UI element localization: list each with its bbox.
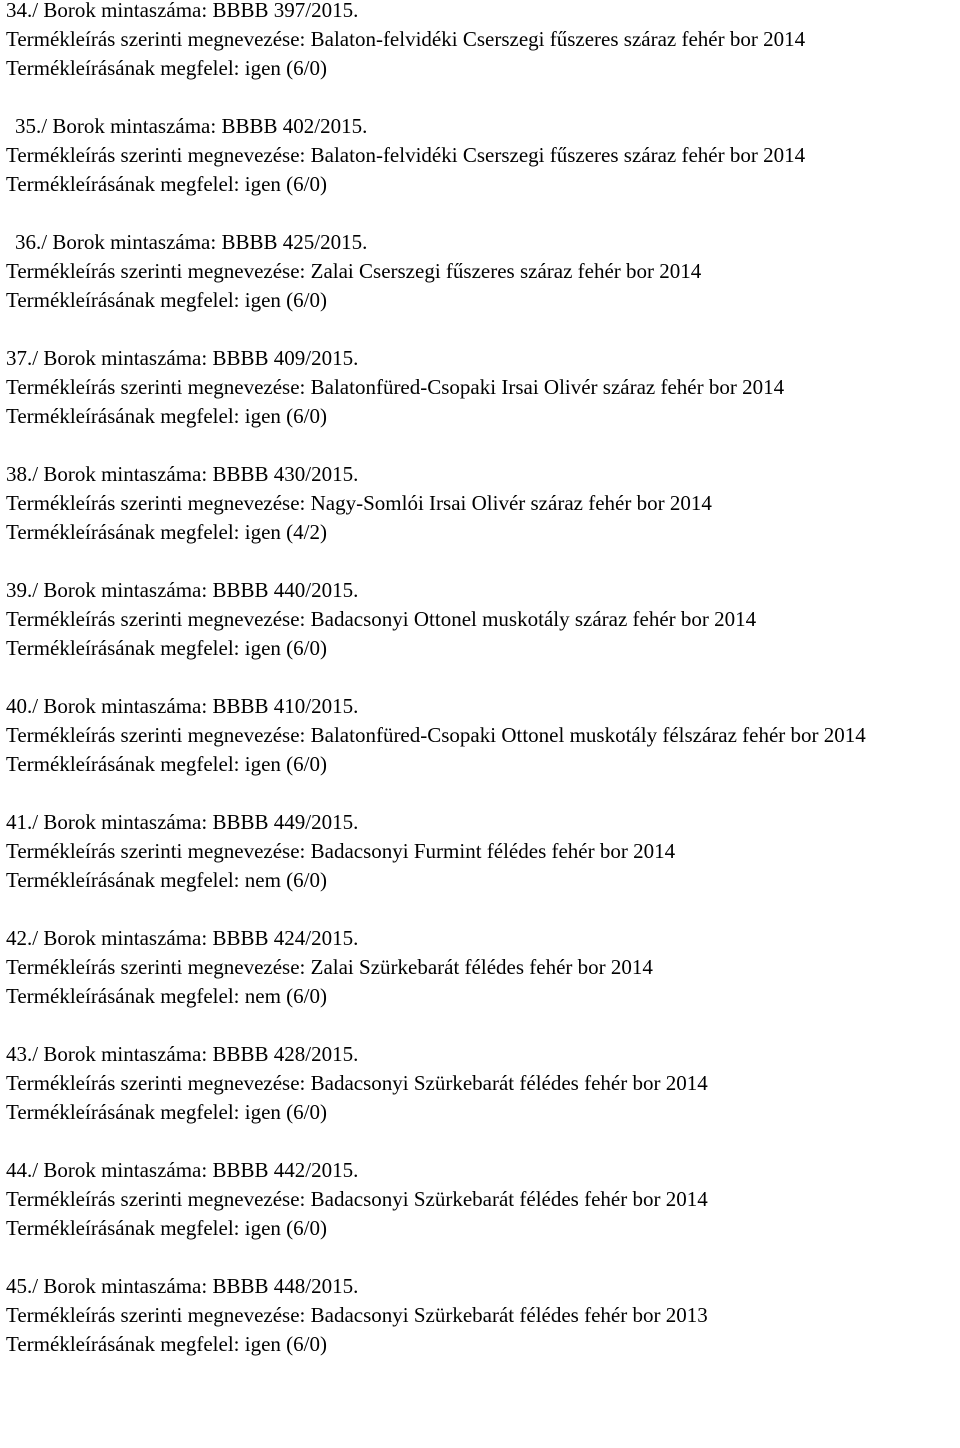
sample-number-heading: 39./ Borok mintaszáma: BBBB 440/2015. [6, 578, 359, 602]
sample-number-heading: 42./ Borok mintaszáma: BBBB 424/2015. [6, 926, 359, 950]
wine-entry-45 [6, 1272, 954, 1359]
wine-entry-36 [6, 228, 954, 315]
product-designation: Termékleírás szerinti megnevezése: Balatonfüred-Csopaki Ottonel muskotály félszáraz fehér bor 2014 [6, 723, 866, 747]
compliance-result: Termékleírásának megfelel: igen (4/2) [6, 520, 327, 544]
compliance-result: Termékleírásának megfelel: nem (6/0) [6, 984, 327, 1008]
compliance-result: Termékleírásának megfelel: igen (6/0) [6, 1216, 327, 1240]
compliance-result: Termékleírásának megfelel: igen (6/0) [6, 1100, 327, 1124]
wine-entry-40 [6, 692, 954, 779]
compliance-result: Termékleírásának megfelel: igen (6/0) [6, 172, 327, 196]
product-designation: Termékleírás szerinti megnevezése: Badacsonyi Furmint félédes fehér bor 2014 [6, 839, 676, 863]
product-designation: Termékleírás szerinti megnevezése: Badacsonyi Szürkebarát félédes fehér bor 2013 [6, 1303, 708, 1327]
wine-entry-34 [6, 0, 954, 83]
wine-entry-43 [6, 1040, 954, 1127]
wine-entry-42 [6, 924, 954, 1011]
wine-entry-39 [6, 576, 954, 663]
sample-number-heading: 43./ Borok mintaszáma: BBBB 428/2015. [6, 1042, 359, 1066]
sample-number-heading: 44./ Borok mintaszáma: BBBB 442/2015. [6, 1158, 359, 1182]
product-designation: Termékleírás szerinti megnevezése: Nagy-Somlói Irsai Olivér száraz fehér bor 2014 [6, 491, 712, 515]
compliance-result: Termékleírásának megfelel: igen (6/0) [6, 288, 327, 312]
compliance-result: Termékleírásának megfelel: igen (6/0) [6, 636, 327, 660]
wine-entry-37 [6, 344, 954, 431]
sample-number-heading: 45./ Borok mintaszáma: BBBB 448/2015. [6, 1274, 359, 1298]
compliance-result: Termékleírásának megfelel: igen (6/0) [6, 1332, 327, 1356]
compliance-result: Termékleírásának megfelel: igen (6/0) [6, 56, 327, 80]
sample-number-heading: 41./ Borok mintaszáma: BBBB 449/2015. [6, 810, 359, 834]
sample-number-heading: 35./ Borok mintaszáma: BBBB 402/2015. [15, 114, 368, 138]
product-designation: Termékleírás szerinti megnevezése: Balaton-felvidéki Cserszegi fűszeres száraz fehér bor 2014 [6, 27, 806, 51]
product-designation: Termékleírás szerinti megnevezése: Balatonfüred-Csopaki Irsai Olivér száraz fehér bor 2014 [6, 375, 785, 399]
wine-entry-35 [6, 112, 954, 199]
sample-number-heading: 37./ Borok mintaszáma: BBBB 409/2015. [6, 346, 359, 370]
product-designation: Termékleírás szerinti megnevezése: Zalai Cserszegi fűszeres száraz fehér bor 2014 [6, 259, 702, 283]
product-designation: Termékleírás szerinti megnevezése: Badacsonyi Szürkebarát félédes fehér bor 2014 [6, 1071, 708, 1095]
sample-number-heading: 40./ Borok mintaszáma: BBBB 410/2015. [6, 694, 359, 718]
sample-number-heading: 38./ Borok mintaszáma: BBBB 430/2015. [6, 462, 359, 486]
compliance-result: Termékleírásának megfelel: nem (6/0) [6, 868, 327, 892]
product-designation: Termékleírás szerinti megnevezése: Badacsonyi Szürkebarát félédes fehér bor 2014 [6, 1187, 708, 1211]
sample-number-heading: 36./ Borok mintaszáma: BBBB 425/2015. [15, 230, 368, 254]
wine-entry-38 [6, 460, 954, 547]
wine-entry-44 [6, 1156, 954, 1243]
compliance-result: Termékleírásának megfelel: igen (6/0) [6, 404, 327, 428]
sample-number-heading: 34./ Borok mintaszáma: BBBB 397/2015. [6, 0, 359, 22]
compliance-result: Termékleírásának megfelel: igen (6/0) [6, 752, 327, 776]
product-designation: Termékleírás szerinti megnevezése: Zalai Szürkebarát félédes fehér bor 2014 [6, 955, 653, 979]
product-designation: Termékleírás szerinti megnevezése: Balaton-felvidéki Cserszegi fűszeres száraz fehér bor 2014 [6, 143, 806, 167]
wine-entry-41 [6, 808, 954, 895]
product-designation: Termékleírás szerinti megnevezése: Badacsonyi Ottonel muskotály száraz fehér bor 2014 [6, 607, 757, 631]
